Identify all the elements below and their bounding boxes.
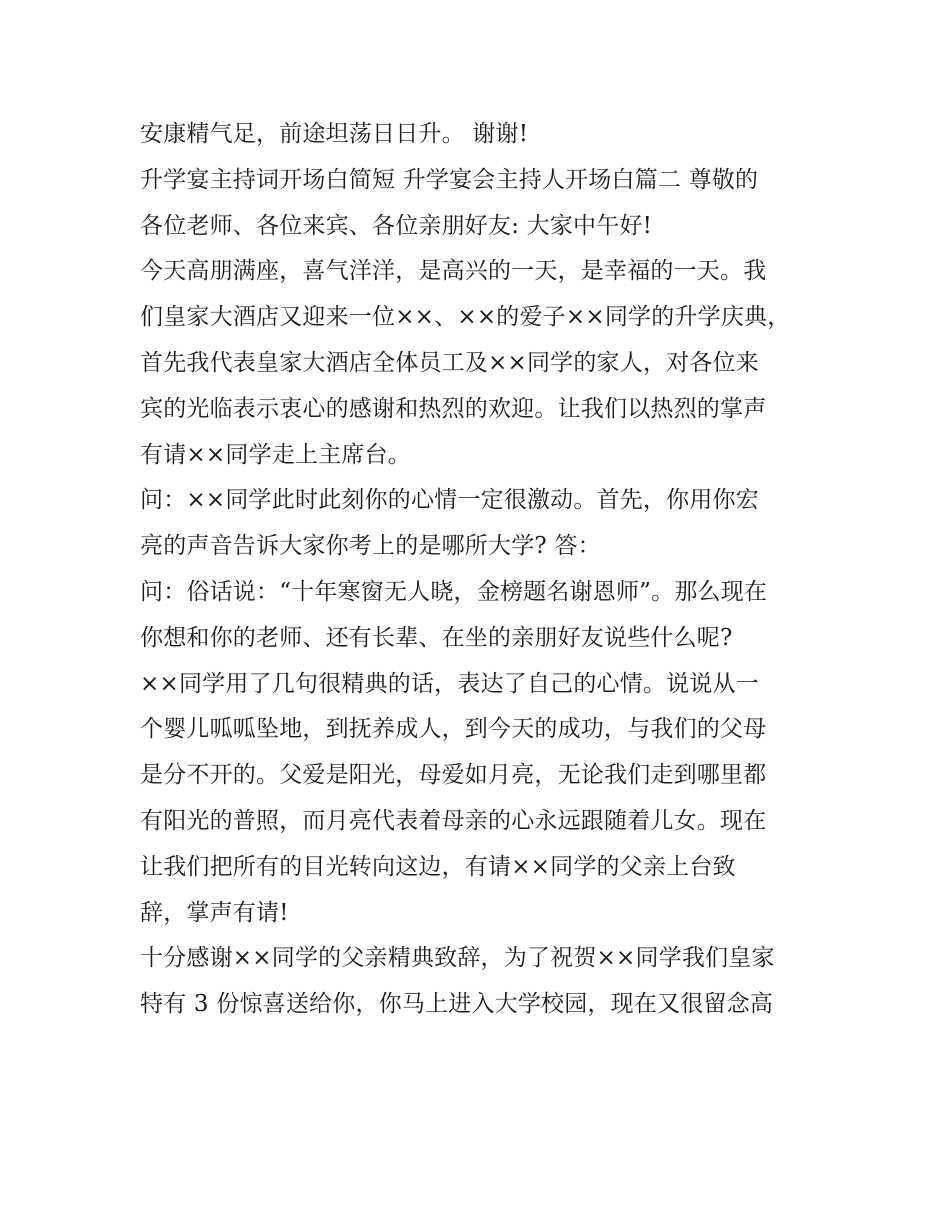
text-line: 个婴儿呱呱坠地，到抚养成人，到今天的成功，与我们的父母 (140, 716, 767, 743)
text-line: 十分感谢××同学的父亲精典致辞，为了祝贺××同学我们皇家 (140, 945, 775, 972)
text-line: 升学宴主持词开场白简短 升学宴会主持人开场白篇二 尊敬的 (140, 166, 759, 193)
text-line: 今天高朋满座，喜气洋洋，是高兴的一天，是幸福的一天。我 (140, 258, 767, 285)
text-line: 首先我代表皇家大酒店全体员工及××同学的家人，对各位来 (140, 349, 759, 376)
text-line: 问：俗话说：“十年寒窗无人晓，金榜题名谢恩师”。那么现在 (140, 578, 768, 605)
text-line: 们皇家大酒店又迎来一位××、××的爱子××同学的升学庆典， (140, 304, 791, 331)
text-line: 特有 3 份惊喜送给你，你马上进入大学校园，现在又很留念高 (140, 991, 774, 1018)
text-line: 宾的光临表示衷心的感谢和热烈的欢迎。让我们以热烈的掌声 (140, 395, 767, 422)
text-line: 安康精气足，前途坦荡日日升。 谢谢! (140, 121, 529, 147)
text-line: 辞，掌声有请! (140, 899, 289, 926)
document-body (140, 112, 820, 1028)
text-line: 有请××同学走上主席台。 (140, 441, 411, 468)
text-line: 有阳光的普照，而月亮代表着母亲的心永远跟随着儿女。现在 (140, 807, 767, 834)
text-line: 亮的声音告诉大家你考上的是哪所大学? 答： (140, 533, 601, 560)
text-line: 让我们把所有的目光转向这边，有请××同学的父亲上台致 (140, 853, 736, 880)
text-line: 各位老师、各位来宾、各位亲朋好友: 大家中午好! (140, 212, 653, 239)
text-line: 是分不开的。父爱是阳光，母爱如月亮，无论我们走到哪里都 (140, 762, 767, 789)
text-line: ××同学用了几句很精典的话，表达了自己的心情。说说从一 (140, 670, 759, 697)
text-line: 问：××同学此时此刻你的心情一定很激动。首先，你用你宏 (140, 487, 759, 514)
text-line: 你想和你的老师、还有长辈、在坐的亲朋好友说些什么呢? (140, 624, 733, 651)
